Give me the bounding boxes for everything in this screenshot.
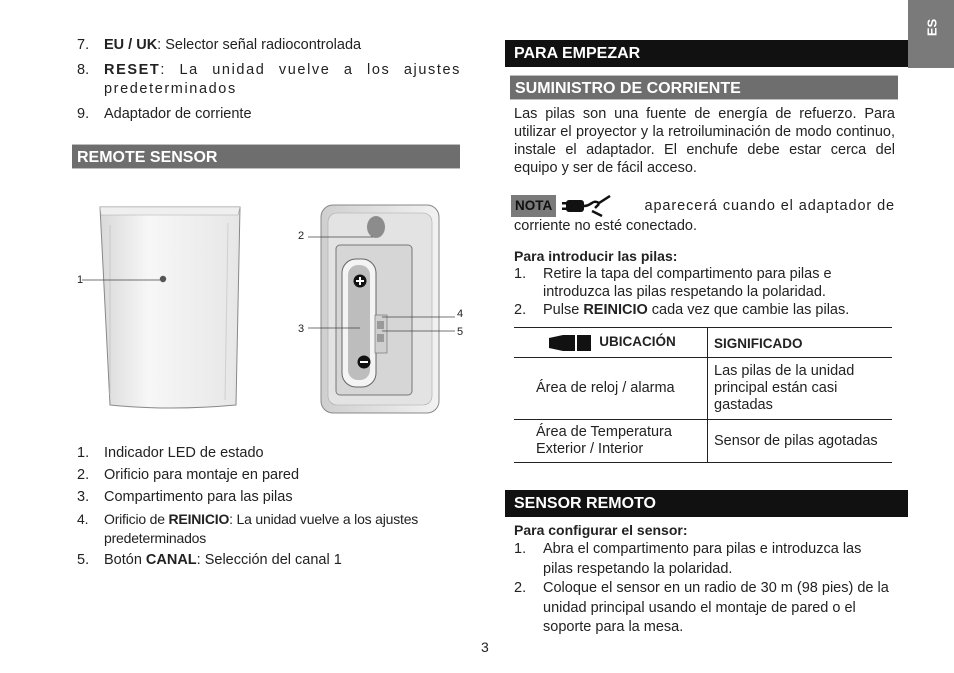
list-item-text: : Selector señal radiocontrolada [157,37,362,53]
battery-low-icon [545,334,595,352]
header-location-cell [514,328,708,358]
table-row [514,420,892,463]
sensor-illustration [70,195,470,420]
left-list-top [77,36,461,124]
list-item-number: 2. [77,467,90,483]
sensor-front [100,207,240,408]
nota-block [511,195,895,235]
list-item-text: : La unidad vuelve a los ajustes predeterminados [104,62,461,97]
table-cell-meaning: Las pilas de la unidad principal están casi gastadas [714,363,855,413]
list-item-bold: RESET [104,62,161,78]
list-item [77,36,461,55]
table-header-row [514,328,892,358]
suministro-paragraph: Las pilas son una fuente de energía de refuerzo. Para utilizar el proyector y la retroiluminación de modo continuo, instale el adaptador. El enchufe debe estar cerca del equipo y ser de fácil acceso. [514,106,895,176]
header-location: UBICACIÓN [599,334,676,350]
list-item-text: Coloque el sensor en un radio de 30 m (98 pies) de la unidad principal usando el montaje de pared o el soporte para la mesa. [543,580,889,635]
list-item-number: 9. [77,106,90,122]
nota-text-line-1: aparecerá cuando el adaptador de [644,198,895,214]
language-tab [908,0,954,68]
nota-label: NOTA [511,195,556,217]
list-item-text: Compartimento para las pilas [104,489,293,505]
wall-mount-hole-icon [367,216,385,238]
list-item-number: 1. [77,445,90,461]
list-item-text: : Selección del canal 1 [196,551,342,568]
language-tab-label: ES [924,18,940,37]
list-item-text: : La unidad vuelve a los ajustes predeterminados [104,511,419,546]
table-row [514,358,892,420]
list-item-bold: EU / UK [104,37,158,53]
list-item [77,105,461,124]
table-cell-location: Área de reloj / alarma [514,358,708,420]
list-item [77,466,461,485]
list-item-bold: CANAL [145,551,197,568]
battery-indicator-table [514,327,892,463]
table-cell-location: Área de Temperatura Exterior / Interior [514,420,708,463]
list-item-text: Indicador LED de estado [104,445,264,461]
page-number: 3 [481,639,489,655]
pilas-heading: Para introducir las pilas: [514,248,678,264]
list-item-number: 5. [77,551,90,568]
sensor-remoto-heading [505,490,908,517]
remote-sensor-title: REMOTE SENSOR [77,149,218,166]
list-item [77,551,461,570]
list-item-bold: REINICIO [168,511,230,527]
list-item-number: 3. [77,489,90,505]
list-item-number: 1. [514,541,527,557]
list-item [77,510,461,547]
figure-label-1: 1 [77,274,84,286]
list-item [77,444,461,463]
led-indicator-icon [160,276,166,282]
table-cell-meaning: Sensor de pilas agotadas [714,432,878,449]
list-item-number: 1. [514,266,527,282]
suministro-heading [510,75,898,100]
sensor-heading: Para configurar el sensor: [514,522,688,538]
list-item-number: 2. [514,302,527,318]
list-item-number: 8. [77,62,90,78]
list-item-text: Retire la tapa del compartimento para pilas e introduzca las pilas respetando la polaridad. [543,266,832,300]
list-item [514,540,895,579]
list-item-number: 2. [514,580,527,596]
figure-label-3: 3 [298,323,305,335]
channel-button-icon [377,334,384,342]
left-list-bottom [77,444,461,569]
list-item [514,579,895,638]
adapter-plug-icon [562,195,614,217]
list-item-text: Botón [104,551,146,568]
figure-label-5: 5 [457,326,464,338]
para-empezar-title: PARA EMPEZAR [514,45,641,62]
list-item [514,265,895,301]
reset-hole-icon [377,321,384,329]
sensor-remoto-title: SENSOR REMOTO [514,495,656,512]
header-meaning: SIGNIFICADO [714,336,803,351]
list-item-bold: REINICIO [583,302,648,318]
nota-text-line-2: corriente no esté conectado. [514,218,697,234]
remote-sensor-heading [72,144,460,169]
pilas-steps [514,265,895,319]
para-empezar-heading [505,40,908,67]
sensor-back [321,205,439,413]
suministro-title: SUMINISTRO DE CORRIENTE [515,80,741,97]
figure-label-2: 2 [298,230,305,242]
list-item-text: Orificio para montaje en pared [104,467,300,483]
list-item [77,61,461,99]
sensor-steps [514,540,895,638]
list-item-number: 4. [77,511,89,527]
list-item-text: Adaptador de corriente [104,106,252,122]
list-item-text: Abra el compartimento para pilas e introduzca las pilas respetando la polaridad. [543,541,862,577]
list-item-text: Pulse [543,302,584,318]
figure-label-4: 4 [457,308,464,320]
list-item [77,488,461,507]
list-item-text: cada vez que cambie las pilas. [647,302,850,318]
list-item-text: Orificio de [104,511,169,527]
list-item [514,301,895,319]
list-item-number: 7. [77,37,90,53]
